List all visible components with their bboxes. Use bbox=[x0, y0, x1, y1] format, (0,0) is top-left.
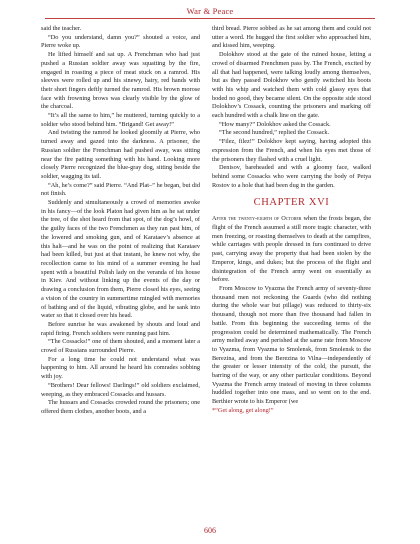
footnote: *“Get along, get along!” bbox=[212, 406, 274, 414]
paragraph: “Do you understand, damn you?” shouted a voice, and Pierre woke up. bbox=[41, 33, 200, 50]
paragraph: “It’s all the same to him,” he muttered, turning quickly to a soldier who stood behind him. “Brigand! Get away!” bbox=[41, 112, 200, 128]
paragraph: He lifted himself and sat up. A Frenchman who had just pushed a Russian soldier away was squatting by the fire, engaged in roasting a piece of meat stuck on a ramrod. His sleeves were rolled up and his sinewy, hairy, red hands with their short fingers deftly turned the ramrod. His brown morose face with frowning brows was clearly visible by the glow of the charcoal. bbox=[41, 51, 200, 111]
left-column bbox=[41, 25, 200, 417]
running-head: War & Peace bbox=[186, 6, 234, 16]
paragraph: “Ah, he’s come?” said Pierre. “And Plat–” he began, but did not finish. bbox=[41, 181, 200, 198]
paragraph: third bread. Pierre sobbed as he sat among them and could not utter a word. He hugged the first soldier who approached him, and kissed him, weeping. bbox=[212, 25, 371, 50]
paragraph: “Brothers! Dear fellows! Darlings!” old soldiers exclaimed, weeping, as they embraced Cossacks and hussars. bbox=[41, 381, 200, 398]
chapter-lead-text: when the frosts began, the flight of the French assumed a still more tragic character, with men freezing, or roasting themselves to death at the campfires, while carriages with people dressed in furs continued to drive past, carrying away the property that had been stolen by the Emperor, kings, and dukes; but the process of the flight and disintegration of the French army went on essentially as before. bbox=[212, 215, 371, 284]
paragraph: Denisov, bareheaded and with a gloomy face, walked behind some Cossacks who were carrying the body of Petya Rostov to a hole that had been dug in the garden. bbox=[212, 164, 371, 189]
paragraph: From Moscow to Vyazma the French army of seventy-three thousand men not reckoning the Guards (who did nothing during the whole war but pillage) was reduced to thirty-six thousand, though not more than five thousand had fallen in battle. From this beginning the succeeding terms of the progression could be determined mathematically. The French army melted away and perished at the same rate from Moscow to Vyazma, from Vyazma to Smolensk, from Smolensk to the Berezina, and from the Berezina to Vilna—independently of the greater or lesser intensity of the cold, the pursuit, the barring of the way, or any other particular conditions. Beyond Vyazma the French army instead of moving in three columns huddled together into one mass, and so went on to the end. Berthier wrote to his Emperor (we bbox=[212, 284, 371, 406]
paragraph: Dolokhov stood at the gate of the ruined house, letting a crowd of disarmed Frenchmen pass by. The French, excited by all that had happened, were talking loudly among themselves, but as they passed Dolokhov who gently switched his boots with his whip and watched them with cold glassy eyes that boded no good, they became silent. On the opposite side stood Dolokhov’s Cossack, counting the prisoners and marking off each hundred with a chalk line on the gate. bbox=[212, 51, 371, 120]
paragraph: And twisting the ramrod he looked gloomily at Pierre, who turned away and gazed into the darkness. A prisoner, the Russian soldier the Frenchman had pushed away, was sitting near the fire patting something with his hand. Looking more closely Pierre recognized the blue-gray dog, sitting beside the soldier, wagging its tail. bbox=[41, 129, 200, 180]
paragraph: “The second hundred,” replied the Cossack. bbox=[219, 129, 330, 137]
page-number: 606 bbox=[204, 526, 216, 535]
paragraph: For a long time he could not understand what was happening to him. All around he heard his comrades sobbing with joy. bbox=[41, 355, 200, 381]
right-column bbox=[212, 25, 371, 416]
header-rule bbox=[45, 18, 375, 19]
chapter-heading: CHAPTER XVI bbox=[253, 197, 330, 209]
chapter-opening-paragraph bbox=[212, 215, 371, 285]
chapter-lead-smallcaps: After the twenty-eighth of October bbox=[212, 215, 302, 223]
paragraph: “How many?” Dolokhov asked the Cossack. bbox=[219, 120, 331, 128]
paragraph: “The Cossacks!” one of them shouted, and a moment later a crowd of Russians surrounded Pierre. bbox=[41, 338, 200, 355]
paragraph: “Filez, filez!” Dolokhov kept saying, having adopted this expression from the French, and when his eyes met those of the prisoners they flashed with a cruel light. bbox=[212, 138, 371, 163]
paragraph: The hussars and Cossacks crowded round the prisoners; one offered them clothes, another boots, and a bbox=[41, 399, 200, 415]
paragraph: Before sunrise he was awakened by shouts and loud and rapid firing. French soldiers were running past him. bbox=[41, 320, 200, 337]
paragraph: said the teacher. bbox=[41, 25, 82, 32]
paragraph: Suddenly and simultaneously a crowd of memories awoke in his fancy—of the look Platon had given him as he sat under the tree, of the shot heard from that spot, of the dog’s howl, of the guilty faces of the two Frenchmen as they ran past him, of the lowered and smoking gun, and of Karataev’s absence at this halt—and he was on the point of realizing that Karataev had been killed, but just at that instant, he knew not why, the recollection came to his mind of a summer evening he had spent with a beautiful Polish lady on the veranda of his house in Kiev. And without linking up the events of the day or drawing a conclusion from them, Pierre closed his eyes, seeing a vision of the country in summertime mingled with memories of bathing and of the liquid, vibrating globe, and he sank into water so that it closed over his head. bbox=[41, 199, 200, 320]
